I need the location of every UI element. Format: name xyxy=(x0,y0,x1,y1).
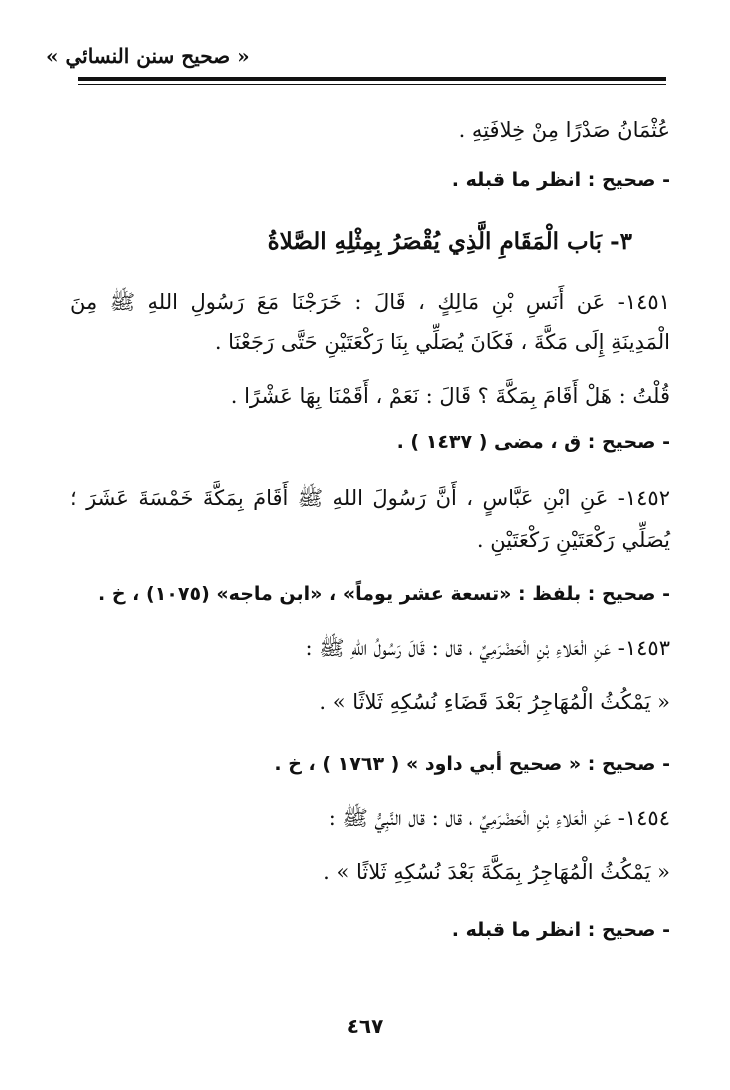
hadith-1451-line-1: ١٤٥١- عَن أَنَسِ بْنِ مَالِكٍ ، قَالَ : خَرَجْنَا مَعَ رَسُولِ اللهِ ﷺ مِنَ xyxy=(70,290,670,314)
running-header-title: « صحيح سنن النسائي » xyxy=(46,44,250,68)
chapter-heading: ٣- بَاب الْمَقَامِ الَّذِي يُقْصَرُ بِمِثْلِهِ الصَّلاةُ xyxy=(267,228,632,255)
grade-line-3: - صحيح : بلفظ : «تسعة عشر يوماً» ، «ابن ماجه» (١٠٧٥) ، خ . xyxy=(98,583,670,605)
header-rule-thick xyxy=(78,77,666,81)
hadith-1453-line-1: ١٤٥٣- عَنِ الْعَلاءِ بْنِ الْحَضْرَمِيِّ ، قال : قَالَ رَسُولُ اللهِ ﷺ : xyxy=(305,636,670,660)
hadith-1451-line-3: قُلْتُ : هَلْ أَقَامَ بِمَكَّةَ ؟ قَالَ : نَعَمْ ، أَقَمْنَا بِهَا عَشْرًا . xyxy=(230,384,670,408)
hadith-1454-line-1: ١٤٥٤- عَنِ الْعَلاءِ بْنِ الْحَضْرَمِيِّ ، قال : قال النَّبِيُّ ﷺ : xyxy=(328,806,670,830)
hadith-1452-line-1: ١٤٥٢- عَنِ ابْنِ عَبَّاسٍ ، أَنَّ رَسُولَ اللهِ ﷺ أَقَامَ بِمَكَّةَ خَمْسَةَ عَشَرَ ؛ xyxy=(70,486,670,510)
hadith-1454-line-2: « يَمْكُثُ الْمُهَاجِرُ بِمَكَّةَ بَعْدَ نُسُكِهِ ثَلاثًا » . xyxy=(323,860,670,884)
text-line-1: عُثْمَانُ صَدْرًا مِنْ خِلافَتِهِ . xyxy=(458,118,670,142)
hadith-1452-line-2: يُصَلِّي رَكْعَتَيْنِ رَكْعَتَيْنِ . xyxy=(476,528,670,552)
grade-line-4: - صحيح : « صحيح أبي داود » ( ١٧٦٣ ) ، خ . xyxy=(274,753,670,775)
grade-line-2: - صحيح : ق ، مضى ( ١٤٣٧ ) . xyxy=(396,431,670,453)
grade-line-1: - صحيح : انظر ما قبله . xyxy=(451,169,670,191)
grade-line-5: - صحيح : انظر ما قبله . xyxy=(451,919,670,941)
hadith-1451-line-2: الْمَدِينَةِ إِلَى مَكَّةَ ، فَكَانَ يُصَلِّي بِنَا رَكْعَتَيْنِ حَتَّى رَجَعْنَا . xyxy=(214,330,670,354)
hadith-1453-line-2: « يَمْكُثُ الْمُهَاجِرُ بَعْدَ قَضَاءِ نُسُكِهِ ثَلاثًا » . xyxy=(319,690,670,714)
header-rule-thin xyxy=(78,84,666,85)
page-number: ٤٦٧ xyxy=(346,1014,384,1038)
